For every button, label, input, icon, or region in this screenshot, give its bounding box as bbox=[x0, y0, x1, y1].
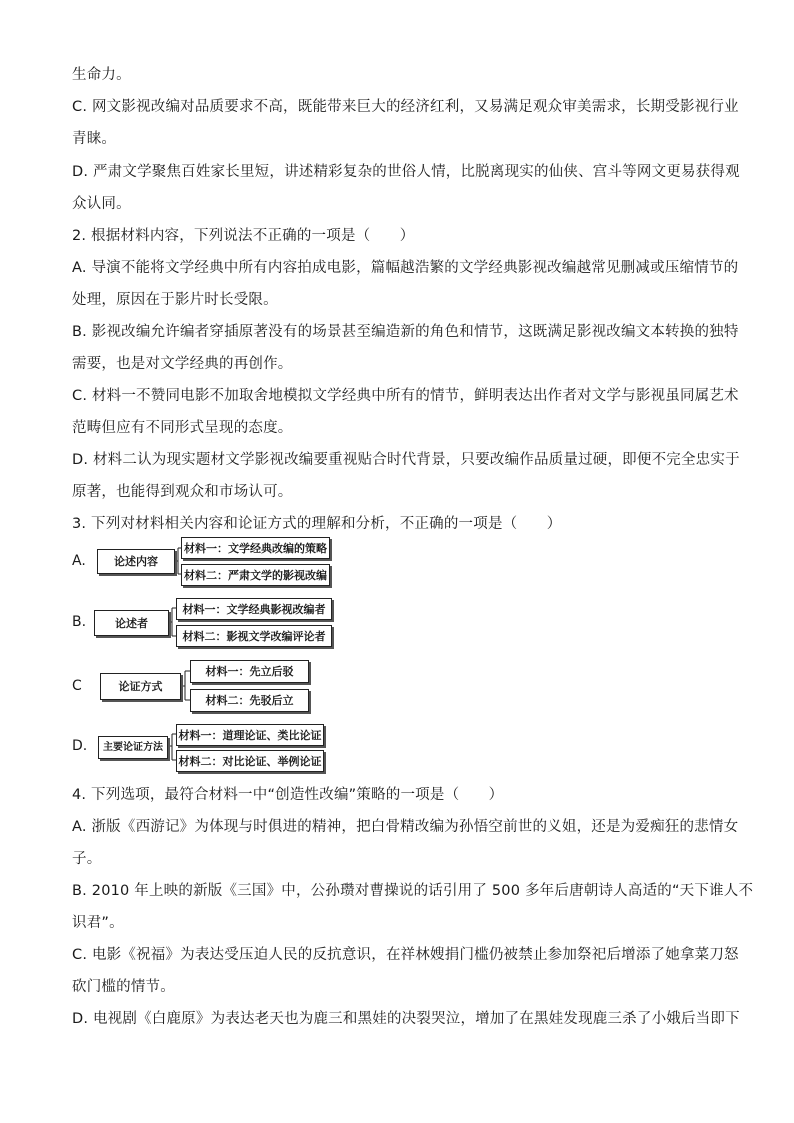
question-3-stem: 3. 下列对材料相关内容和论证方式的理解和分析，不正确的一项是（ ） bbox=[72, 516, 562, 532]
text-line: 众认同。 bbox=[72, 196, 131, 212]
text-line: 处理，原因在于影片时长受限。 bbox=[72, 292, 278, 308]
text-line: D. 材料二认为现实题材文学影视改编要重视贴合时代背景，只要改编作品质量过硬，即便不完全忠实于 bbox=[72, 452, 740, 468]
text-line: D. 电视剧《白鹿原》为表达老天也为鹿三和黑娃的决裂哭泣，增加了在黑娃发现鹿三杀了小娥后当即下 bbox=[72, 1011, 740, 1027]
option-b-main-box: 论述者 bbox=[94, 610, 169, 636]
text-line: 范畴但应有不同形式呈现的态度。 bbox=[72, 420, 293, 436]
text-line: C. 材料一不赞同电影不加取舍地模拟文学经典中所有的情节，鲜明表达出作者对文学与影视虽同属艺术 bbox=[72, 388, 739, 404]
question-4-stem: 4. 下列选项，最符合材料一中“创造性改编”策略的一项是（ ） bbox=[72, 787, 504, 803]
option-c-letter: C bbox=[72, 678, 82, 694]
text-line: 子。 bbox=[72, 851, 102, 867]
text-line: 生命力。 bbox=[72, 67, 131, 83]
text-line: 识君”。 bbox=[72, 915, 124, 931]
text-line: C. 电影《祝福》为表达受压迫人民的反抗意识，在祥林嫂捐门槛仍被禁止参加祭祀后增添了她拿菜刀怒 bbox=[72, 947, 739, 963]
text-line: B. 影视改编允许编者穿插原著没有的场景甚至编造新的角色和情节，这既满足影视改编文本转换的独特 bbox=[72, 324, 739, 340]
text-line: A. 导演不能将文学经典中所有内容拍成电影，篇幅越浩繁的文学经典影视改编越常见删减或压缩情节的 bbox=[72, 260, 739, 276]
option-c-sub-box-2: 材料二：先驳后立 bbox=[190, 689, 309, 712]
text-line: D. 严肃文学聚焦百姓家长里短，讲述精彩复杂的世俗人情，比脱离现实的仙侠、宫斗等网文更易获得观 bbox=[72, 164, 740, 180]
text-line: A. 浙版《西游记》为体现与时俱进的精神，把白骨精改编为孙悟空前世的义姐，还是为爱痴狂的悲情女 bbox=[72, 819, 739, 835]
option-c-main-box: 论证方式 bbox=[100, 673, 181, 700]
text-line: B. 2010 年上映的新版《三国》中，公孙瓒对曹操说的话引用了 500 多年后唐朝诗人高适的“天下谁人不 bbox=[72, 883, 754, 899]
option-d-main-box: 主要论证方法 bbox=[98, 736, 168, 759]
text-line: 原著，也能得到观众和市场认可。 bbox=[72, 484, 293, 500]
text-line: C. 网文影视改编对品质要求不高，既能带来巨大的经济红利，又易满足观众审美需求，长期受影视行业 bbox=[72, 99, 739, 115]
option-a-main-box: 论述内容 bbox=[97, 549, 175, 574]
option-a-sub-box-2: 材料二：严肃文学的影视改编 bbox=[181, 564, 330, 586]
option-b-sub-box-2: 材料二：影视文学改编评论者 bbox=[176, 625, 332, 647]
text-line: 砍门槛的情节。 bbox=[72, 979, 175, 995]
option-a-sub-box-1: 材料一：文学经典改编的策略 bbox=[181, 537, 330, 559]
text-line: 需要，也是对文学经典的再创作。 bbox=[72, 356, 293, 372]
text-line: 青睐。 bbox=[72, 131, 117, 147]
option-a-letter: A. bbox=[72, 553, 86, 569]
option-b-letter: B. bbox=[72, 614, 87, 630]
option-b-sub-box-1: 材料一：文学经典影视改编者 bbox=[176, 598, 332, 620]
question-2-stem: 2. 根据材料内容，下列说法不正确的一项是（ ） bbox=[72, 228, 415, 244]
option-d-sub-box-2: 材料二：对比论证、举例论证 bbox=[176, 750, 324, 772]
option-d-sub-box-1: 材料一：道理论证、类比论证 bbox=[176, 724, 324, 746]
option-d-letter: D. bbox=[72, 738, 88, 754]
option-c-sub-box-1: 材料一：先立后驳 bbox=[190, 660, 309, 683]
